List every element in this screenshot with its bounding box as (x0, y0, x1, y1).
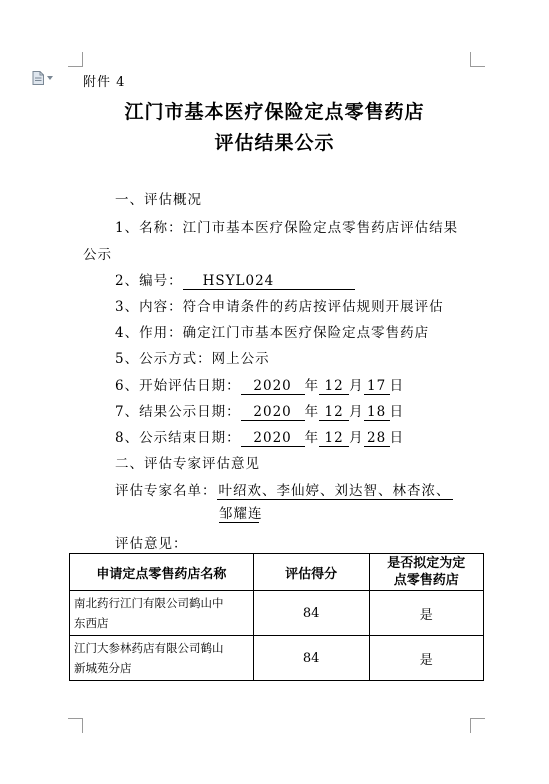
crop-mark-top-left (68, 52, 83, 67)
start-date-label: 6、开始评估日期： (115, 378, 241, 394)
end-date-label: 8、公示结束日期： (115, 430, 241, 446)
content-line (115, 295, 444, 315)
crop-mark-bottom-left (68, 718, 83, 733)
name-label: 1、名称： (115, 220, 183, 236)
table-header-row (70, 554, 484, 591)
pharmacy-name-cell: 南北药行江门有限公司鹤山中 东西店 (70, 591, 254, 636)
crop-mark-bottom-right (470, 718, 485, 733)
publish-day: 18 (364, 405, 390, 421)
table-row (70, 591, 484, 636)
experts-list: 叶绍欢、李仙婷、刘达智、林杏浓、 (218, 483, 451, 499)
end-year: 2020 (241, 431, 305, 447)
code-line (115, 269, 355, 290)
page-subtitle: 评估结果公示 (214, 132, 335, 154)
header-pharmacy-name: 申请定点零售药店名称 (70, 554, 254, 591)
purpose-label: 4、作用： (115, 325, 183, 341)
score-cell: 84 (253, 591, 369, 636)
experts-list-cont: 邹耀连 (219, 506, 263, 522)
name-line (115, 216, 458, 236)
end-date-line: 8、公示结束日期： 2020 年 12 月 28 日 (115, 430, 405, 446)
purpose-line (115, 321, 429, 341)
section-2-heading: 二、评估专家评估意见 (115, 456, 260, 472)
method-line (115, 347, 270, 367)
chevron-down-icon (47, 76, 53, 80)
table-row (70, 636, 484, 681)
approved-cell: 是 (369, 591, 483, 636)
opinion-label: 评估意见： (115, 536, 188, 552)
code-label: 2、编号： (115, 273, 183, 289)
publish-date-line: 7、结果公示日期： 2020 年 12 月 18 日 (115, 404, 405, 420)
method-value: 网上公示 (211, 351, 270, 367)
experts-line (115, 479, 453, 500)
method-label: 5、公示方式： (115, 351, 212, 367)
end-month: 12 (319, 431, 349, 447)
experts-label: 评估专家名单： (115, 483, 217, 499)
start-day: 17 (364, 379, 390, 395)
crop-mark-top-right (470, 52, 485, 67)
name-value: 江门市基本医疗保险定点零售药店评估结果 (182, 220, 459, 236)
name-value-cont: 公示 (83, 247, 112, 263)
code-value: HSYL024 (183, 274, 355, 290)
start-month: 12 (319, 379, 349, 395)
section-1-heading: 一、评估概况 (115, 192, 202, 208)
page-title: 江门市基本医疗保险定点零售药店 (124, 101, 425, 123)
start-year: 2020 (241, 379, 305, 395)
evaluation-table (69, 553, 484, 681)
publish-year: 2020 (241, 405, 305, 421)
paste-options[interactable] (32, 71, 53, 85)
header-score: 评估得分 (253, 554, 369, 591)
publish-month: 12 (319, 405, 349, 421)
publish-date-label: 7、结果公示日期： (115, 404, 241, 420)
pharmacy-name-cell: 江门大参林药店有限公司鹤山 新城苑分店 (70, 636, 254, 681)
content-label: 3、内容： (115, 299, 183, 315)
purpose-value: 确定江门市基本医疗保险定点零售药店 (182, 325, 430, 341)
document-icon (32, 71, 44, 85)
header-approved: 是否拟定为定 点零售药店 (369, 554, 483, 591)
content-value: 符合申请条件的药店按评估规则开展评估 (182, 299, 444, 315)
score-cell: 84 (253, 636, 369, 681)
end-day: 28 (364, 431, 390, 447)
attachment-label: 附件 4 (83, 75, 126, 90)
approved-cell: 是 (369, 636, 483, 681)
start-date-line: 6、开始评估日期： 2020 年 12 月 17 日 (115, 378, 405, 394)
